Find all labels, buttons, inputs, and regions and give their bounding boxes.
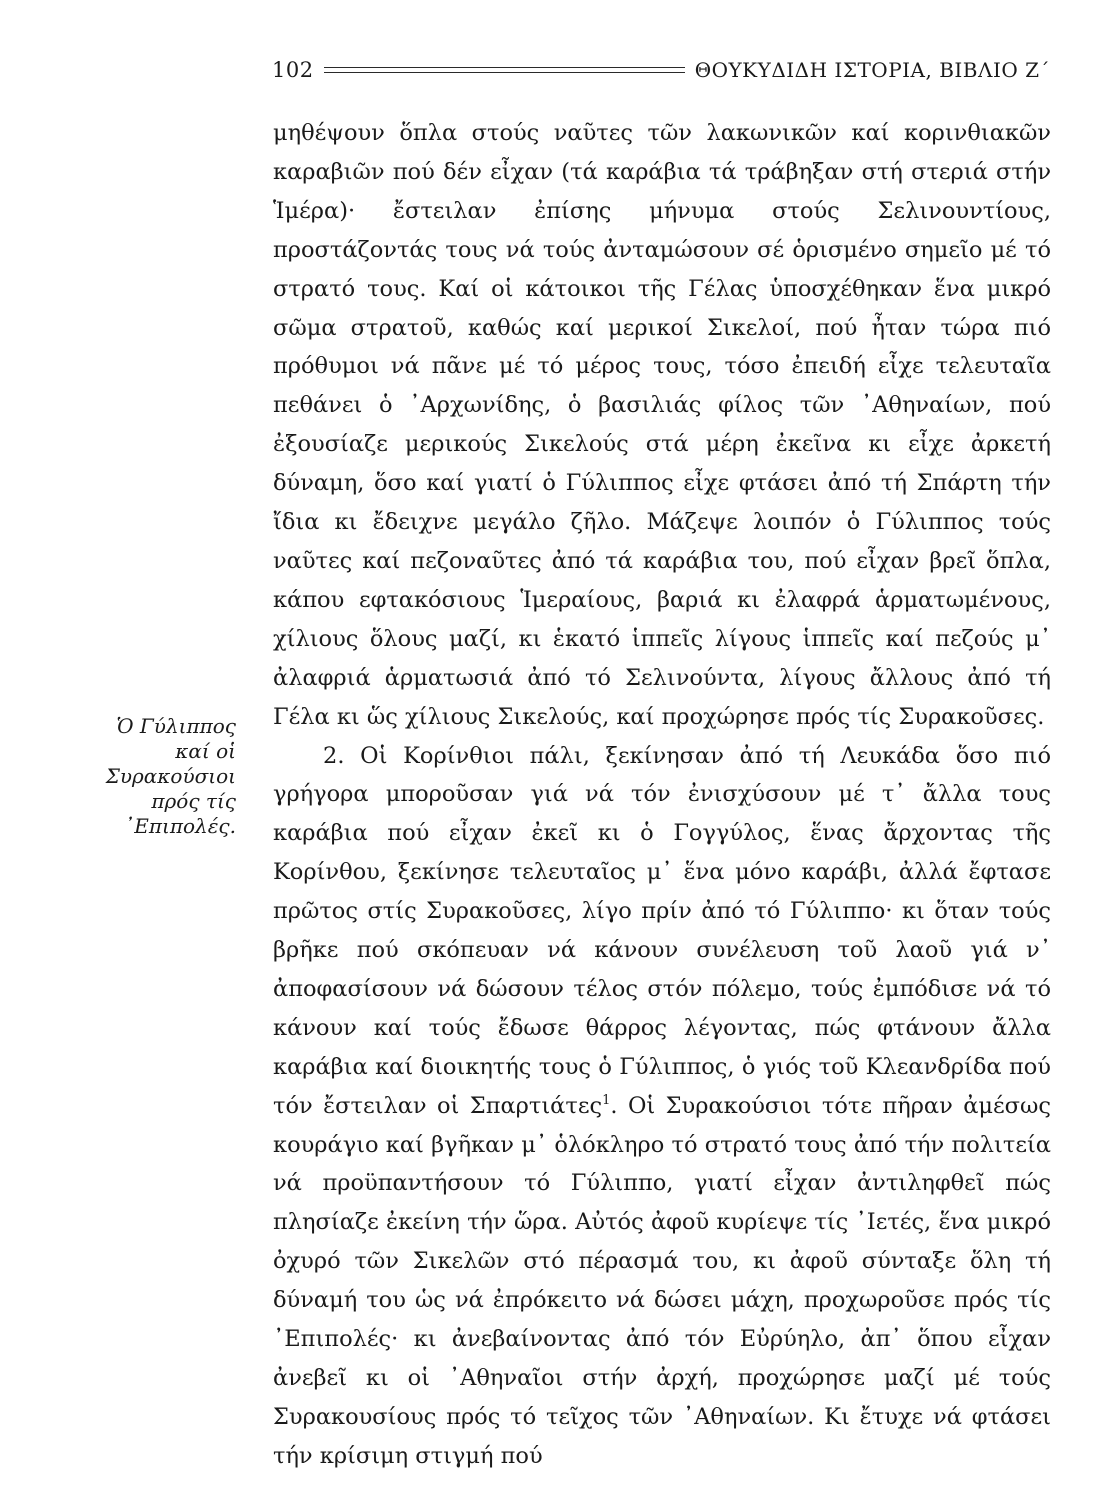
page-header xyxy=(272,54,1050,86)
footnote-marker: 1 xyxy=(602,1092,611,1108)
header-rule xyxy=(324,67,685,73)
page-number: 102 xyxy=(272,58,314,82)
paragraph-2-part-2: . Οἱ Συρακούσιοι τότε πῆραν ἀμέσως κουράγιο καί βγῆκαν μ᾿ ὁλόκληρο τό στρατό τους ἀπό τήν πολιτεία νά προϋπαντήσουν τό Γύλιππο, γιατί εἶχαν ἀντιληφθεῖ πώς πλησίαζε ἐκείνη τήν ὥρα. Αὐτός ἀφοῦ κυρίεψε τίς ᾿Ιετές, ἕνα μικρό ὀχυρό τῶν Σικελῶν στό πέρασμά του, κι ἀφοῦ σύνταξε ὅλη τή δύναμή του ὡς νά ἐπρόκειτο νά δώσει μάχη, προχωροῦσε πρός τίς ᾿Επιπολές· κι ἀνεβαίνοντας ἀπό τόν Εὐρύηλο, ἀπ᾿ ὅπου εἶχαν ἀνεβεῖ κι οἱ ᾿Αθηναῖοι στήν ἀρχή, προχώρησε μαζί μέ τούς Συρακουσίους πρός τό τεῖχος τῶν ᾿Αθηναίων. Κι ἔτυχε νά φτάσει τήν κρίσιμη στιγμή πού xyxy=(273,1092,1051,1469)
body-text xyxy=(273,114,1051,1476)
paragraph-1: μηθέψουν ὅπλα στούς ναῦτες τῶν λακωνικῶν καί κορινθιακῶν καραβιῶν πού δέν εἶχαν (τά καράβια τά τράβηξαν στή στεριά στήν Ἱμέρα)· ἔστειλαν ἐπίσης μήνυμα στούς Σελινουντίους, προστάζοντάς τους νά τούς ἀνταμώσουν σέ ὁρισμένο σημεῖο μέ τό στρατό τους. Καί οἱ κάτοικοι τῆς Γέλας ὑποσχέθηκαν ἕνα μικρό σῶμα στρατοῦ, καθώς καί μερικοί Σικελοί, πού ἦταν τώρα πιό πρόθυμοι νά πᾶνε μέ τό μέρος τους, τόσο ἐπειδή εἶχε τελευταῖα πεθάνει ὁ ᾿Αρχωνίδης, ὁ βασιλιάς φίλος τῶν ᾿Αθηναίων, πού ἐξουσίαζε μερικούς Σικελούς στά μέρη ἐκεῖνα κι εἶχε ἀρκετή δύναμη, ὅσο καί γιατί ὁ Γύλιππος εἶχε φτάσει ἀπό τή Σπάρτη τήν ἴδια κι ἔδειχνε μεγάλο ζῆλο. Μάζεψε λοιπόν ὁ Γύλιππος τούς ναῦτες καί πεζοναῦτες ἀπό τά καράβια του, πού εἶχαν βρεῖ ὅπλα, κάπου εφτακόσιους Ἱμεραίους, βαριά κι ἐλαφρά ἁρματωμένους, χίλιους ὅλους μαζί, κι ἑκατό ἱππεῖς λίγους ἱππεῖς καί πεζούς μ᾿ ἀλαφριά ἁρματωσιά ἀπό τό Σελινούντα, λίγους ἄλλους ἀπό τή Γέλα κι ὥς χίλιους Σικελούς, καί προχώρησε πρός τίς Συρακοῦσες. xyxy=(273,120,1051,730)
paragraph-2-part-1: 2. Οἱ Κορίνθιοι πάλι, ξεκίνησαν ἀπό τή Λευκάδα ὅσο πιό γρήγορα μποροῦσαν γιά νά τόν ἐνισχύσουν μέ τ᾿ ἄλλα τους καράβια πού εἶχαν ἐκεῖ κι ὁ Γογγύλος, ἕνας ἄρχοντας τῆς Κορίνθου, ξεκίνησε τελευταῖος μ᾿ ἕνα μόνο καράβι, ἀλλά ἔφτασε πρῶτος στίς Συρακοῦσες, λίγο πρίν ἀπό τό Γύλιππο· κι ὅταν τούς βρῆκε πού σκόπευαν νά κάνουν συνέλευση τοῦ λαοῦ γιά ν᾿ ἀποφασίσουν νά δώσουν τέλος στόν πόλεμο, τούς ἐμπόδισε νά τό κάνουν καί τούς ἔδωσε θάρρος λέγοντας, πώς φτάνουν ἄλλα καράβια καί διοικητής τους ὁ Γύλιππος, ὁ γιός τοῦ Κλεανδρίδα πού τόν ἔστειλαν οἱ Σπαρτιάτες xyxy=(273,742,1051,1119)
paragraph-2 xyxy=(273,737,1051,1476)
margin-note: Ὁ Γύλιππος καί οἱ Συρακούσιοι πρός τίς ᾿Επιπολές. xyxy=(105,714,236,838)
running-title: ΘΟΥΚΥΔΙΔΗ ΙΣΤΟΡΙΑ, ΒΙΒΛΙΟ Ζ΄ xyxy=(694,58,1050,82)
